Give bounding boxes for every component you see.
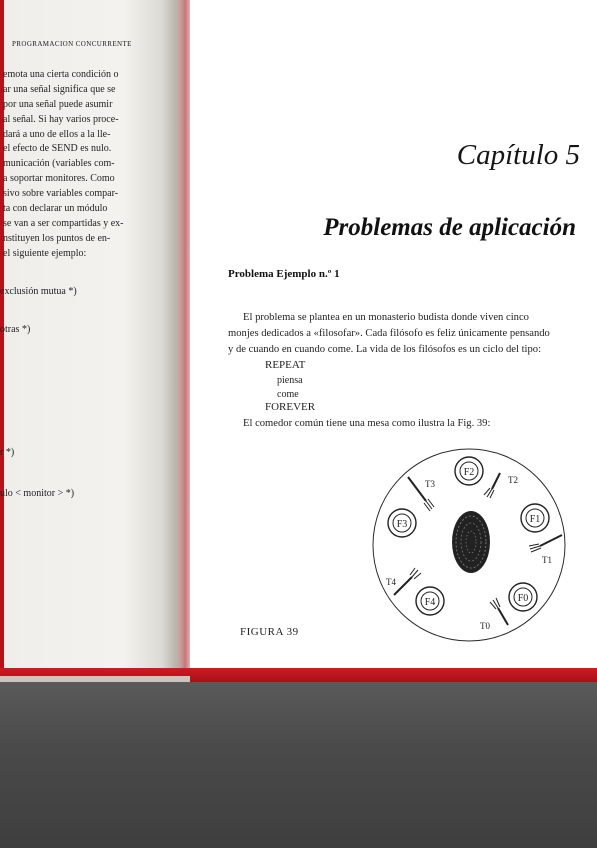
fork-label: T4: [386, 577, 396, 587]
left-fragment: ulo < monitor > *): [0, 488, 75, 499]
plate-F1: [521, 504, 549, 532]
paragraph-line: y de cuando en cuando come. La vida de los filósofos es un ciclo del tipo:: [228, 344, 542, 355]
fork-T2: [484, 473, 518, 498]
plate-label: F4: [424, 597, 436, 608]
left-fragment: exclusión mutua *): [0, 286, 77, 297]
left-line: nstituyen los puntos de en-: [3, 232, 111, 244]
left-fragment: otras *): [0, 324, 31, 335]
fork-label: T0: [480, 621, 490, 631]
left-line: a soportar monitores. Como: [3, 173, 115, 185]
left-line: el siguiente ejemplo:: [3, 247, 87, 259]
left-page: [0, 0, 176, 676]
left-line: al señal. Si hay varios proce-: [3, 113, 119, 125]
left-line: dará a uno de ellos a la lle-: [3, 128, 111, 140]
left-line: ar una señal significa que se: [3, 83, 116, 95]
left-line: el efecto de SEND es nulo.: [3, 143, 112, 155]
plate-label: F3: [396, 519, 408, 530]
paragraph-line: monjes dedicados a «filosofar». Cada filósofo es feliz únicamente pensando: [228, 328, 550, 339]
code-line: REPEAT: [265, 359, 306, 371]
left-line: se van a ser compartidas y ex-: [3, 217, 124, 229]
fork-T4: [386, 568, 421, 595]
plate-F0: [509, 583, 537, 611]
left-line: ta con declarar un módulo: [3, 203, 108, 215]
left-line: sivo sobre variables compar-: [3, 188, 119, 200]
plate-F3: [388, 509, 416, 537]
fork-T3: [408, 477, 435, 511]
paragraph-line: El problema se plantea en un monasterio budista donde viven cinco: [243, 312, 529, 323]
plate-label: F2: [463, 467, 475, 478]
figure-39: [360, 445, 582, 650]
code-line: FOREVER: [265, 401, 316, 413]
plate-label: F1: [529, 514, 541, 525]
left-fragment: r *): [0, 447, 15, 458]
left-page-text: [3, 68, 173, 262]
figure-reference: El comedor común tiene una mesa como ilustra la Fig. 39:: [243, 418, 491, 429]
problem-heading: Problema Ejemplo n.º 1: [228, 268, 340, 280]
left-line: emota una cierta condición o: [3, 69, 119, 80]
fork-label: T3: [425, 479, 435, 489]
code-line: piensa: [277, 375, 303, 386]
left-line: municación (variables com-: [3, 158, 115, 170]
plate-F4: [416, 587, 444, 615]
chapter-title: Capítulo 5: [456, 139, 580, 171]
left-line: por una señal puede asumir: [3, 98, 113, 110]
plate-F2: [455, 457, 483, 485]
fork-label: T1: [542, 555, 552, 565]
fork-label: T2: [508, 475, 518, 485]
code-line: come: [277, 389, 299, 400]
fork-T0: [480, 598, 508, 631]
scanner-background: [0, 682, 597, 848]
section-title: Problemas de aplicación: [323, 214, 576, 241]
running-header: PROGRAMACION CONCURRENTE: [12, 40, 132, 48]
fork-T1: [529, 535, 562, 565]
center-dish: [452, 511, 490, 573]
figure-caption: FIGURA 39: [240, 626, 299, 638]
plate-label: F0: [517, 593, 529, 604]
